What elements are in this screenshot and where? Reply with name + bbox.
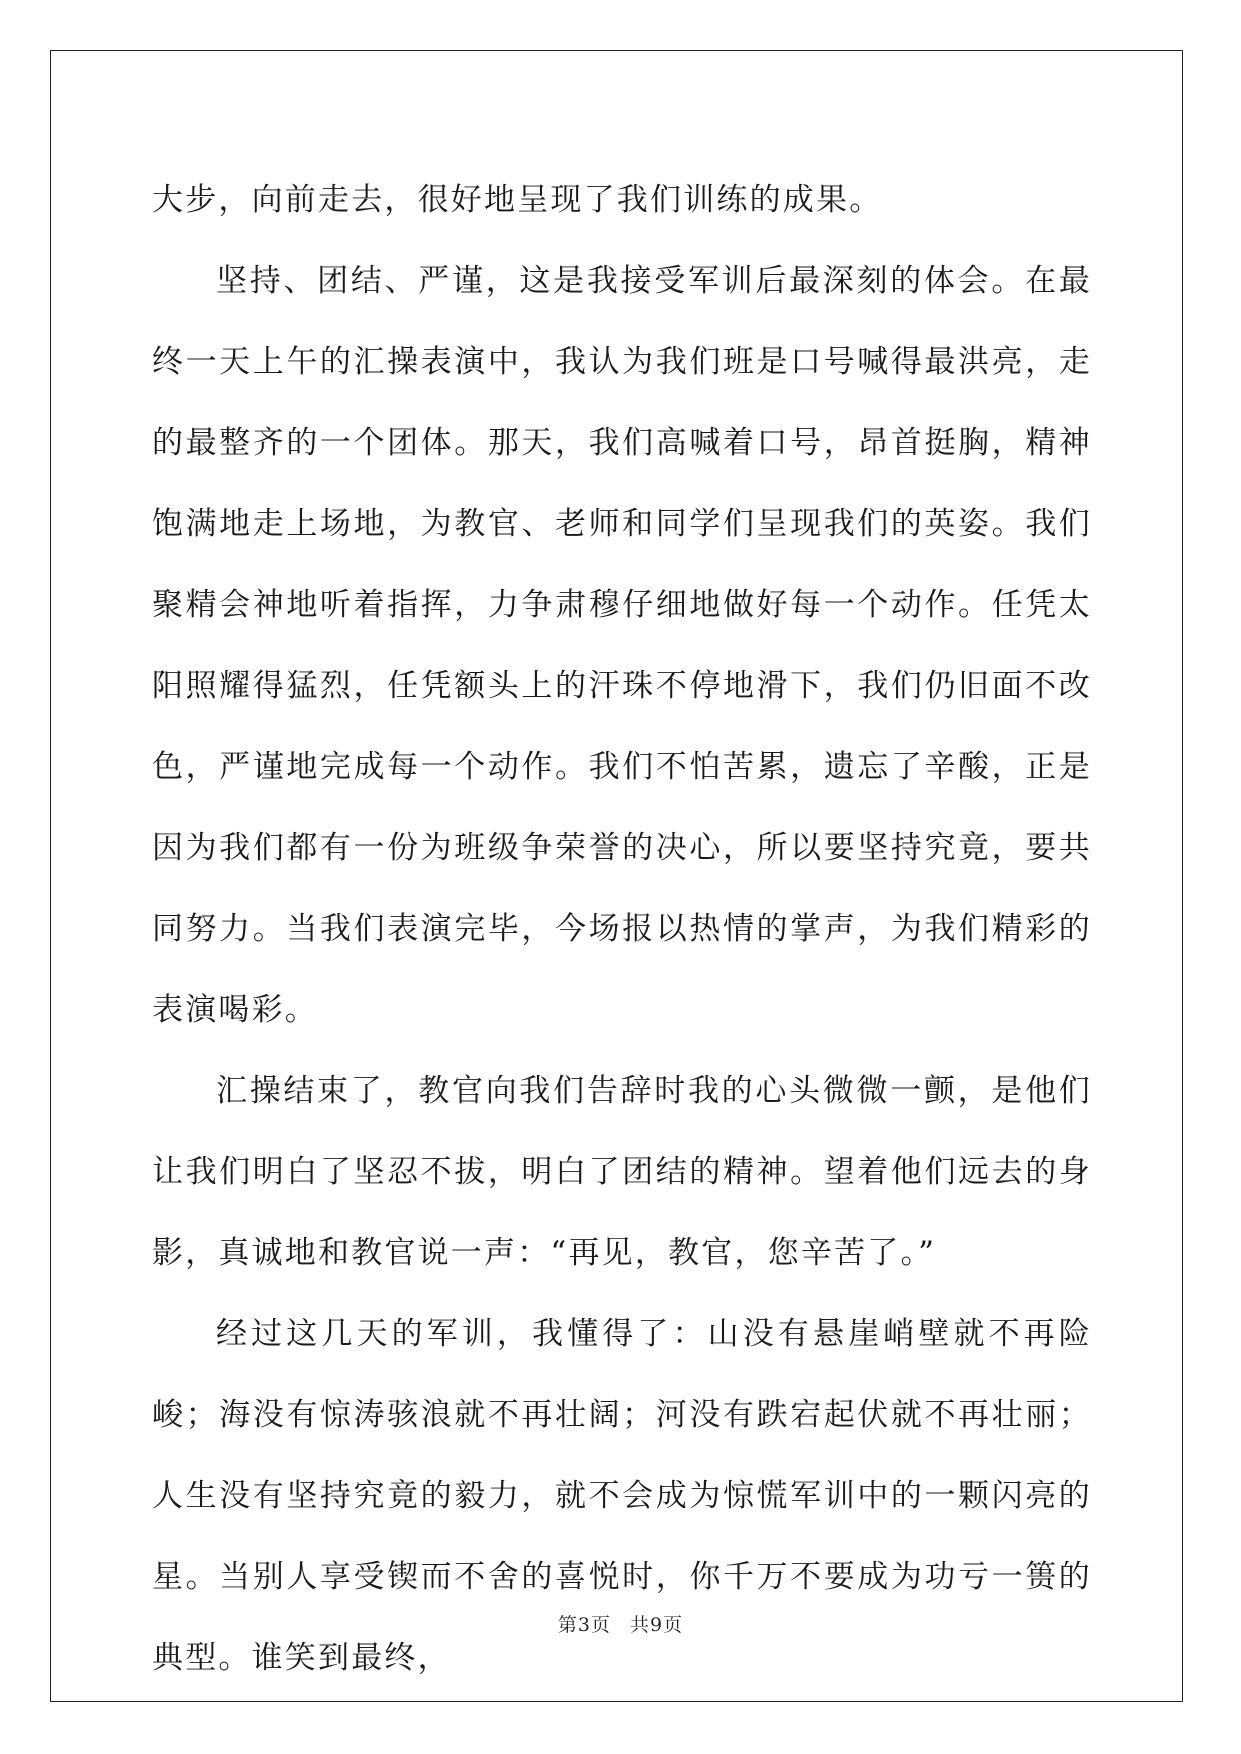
paragraph-3: 汇操结束了，教官向我们告辞时我的心头微微一颤，是他们让我们明白了坚忍不拔，明白了团结的精神。望着他们远去的身影，真诚地和教官说一声：“再见，教官，您辛苦了。” <box>152 1073 1092 1271</box>
document-body <box>152 160 1092 1699</box>
paragraph-2: 坚持、团结、严谨，这是我接受军训后最深刻的体会。在最终一天上午的汇操表演中，我认为我们班是口号喊得最洪亮，走的最整齐的一个团体。那天，我们高喊着口号，昂首挺胸，精神饱满地走上场地，为教官、老师和同学们呈现我们的英姿。我们聚精会神地听着指挥，力争肃穆仔细地做好每一个动作。任凭太阳照耀得猛烈，任凭额头上的汗珠不停地滑下，我们仍旧面不改色，严谨地完成每一个动作。我们不怕苦累，遗忘了辛酸，正是因为我们都有一份为班级争荣誉的决心，所以要坚持究竟，要共同努力。当我们表演完毕，今场报以热情的掌声，为我们精彩的表演喝彩。 <box>152 263 1092 1028</box>
paragraph-1: 大步，向前走去，很好地呈现了我们训练的成果。 <box>152 182 883 218</box>
page-total: 共9页 <box>630 1614 684 1636</box>
page-footer <box>0 1610 1241 1637</box>
paragraph-4: 经过这几天的军训，我懂得了：山没有悬崖峭壁就不再险峻；海没有惊涛骇浪就不再壮阔；河没有跌宕起伏就不再壮丽；人生没有坚持究竟的毅力，就不会成为惊慌军训中的一颗闪亮的星。当别人享受锲而不舍的喜悦时，你千万不要成为功亏一篑的典型。谁笑到最终， <box>152 1316 1092 1676</box>
page-number: 第3页 <box>557 1614 611 1636</box>
